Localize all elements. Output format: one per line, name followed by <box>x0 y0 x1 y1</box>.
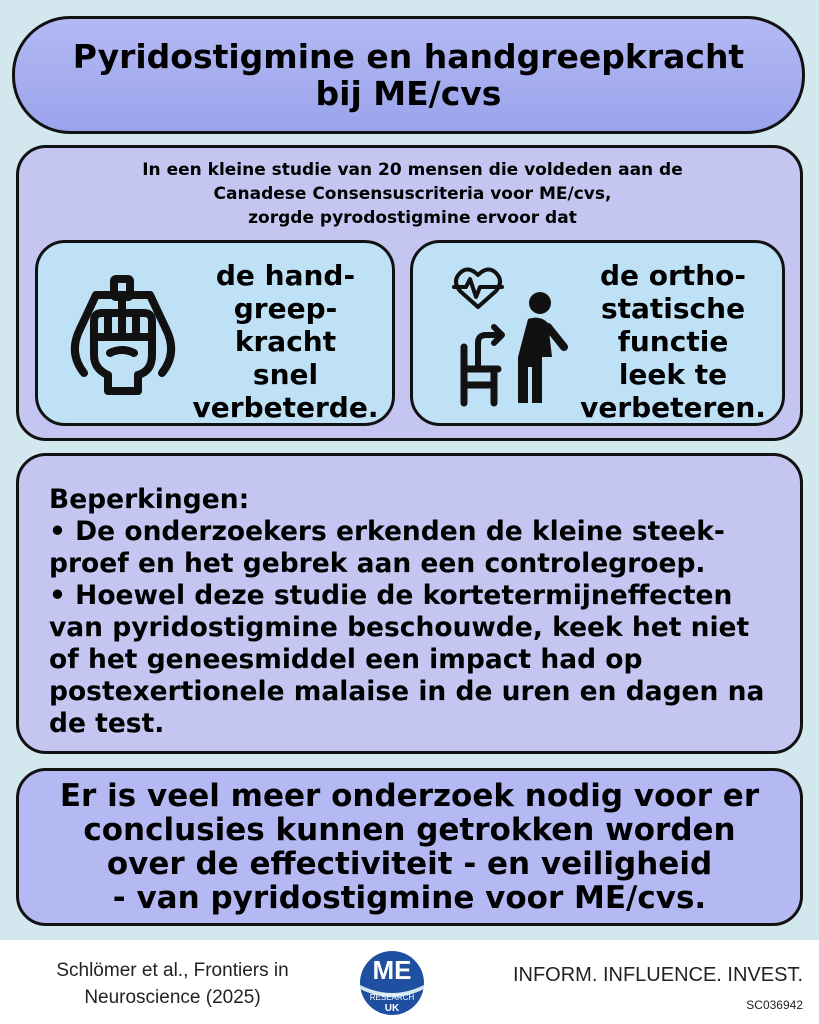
finding-grip-line: de hand- <box>215 259 356 292</box>
page-title <box>12 16 805 134</box>
logo-uk-text: UK <box>384 1003 400 1014</box>
finding-grip-line: snel <box>252 358 319 391</box>
citation <box>20 957 325 1011</box>
finding-grip-line: kracht <box>234 325 337 358</box>
citation-line-1: Schlömer et al., Frontiers in <box>56 960 289 981</box>
finding-orthostatic-line: leek te <box>618 358 728 391</box>
conclusion-line-4: - van pyridostigmine voor ME/cvs. <box>112 880 707 916</box>
logo-me-text: ME <box>372 955 412 985</box>
intro-line-3: zorgde pyrodostigmine ervoor dat <box>248 208 577 228</box>
conclusion-line-1: Er is veel meer onderzoek nodig voor er <box>59 778 760 814</box>
logo-research-text: RESEARCH <box>369 993 415 1002</box>
charity-number: SC036942 <box>746 998 803 1012</box>
finding-orthostatic-line: de ortho- <box>599 259 746 292</box>
limitation-bullet: • De onderzoekers erkenden de kleine steek-proef en het gebrek aan een controlegroep. <box>49 516 725 579</box>
intro-line-1: In een kleine studie van 20 mensen die voldeden aan de <box>142 160 683 180</box>
finding-orthostatic-text <box>573 259 773 424</box>
finding-card-orthostatic <box>410 240 785 426</box>
finding-grip-line: greep- <box>233 292 338 325</box>
tagline: INFORM. INFLUENCE. INVEST. <box>512 964 803 986</box>
title-line-1: Pyridostigmine en handgreepkracht <box>72 37 745 76</box>
conclusion-line-3: over de effectiviteit - en veiligheid <box>106 846 713 882</box>
study-panel <box>16 145 803 441</box>
fist-grip-icon <box>58 273 188 401</box>
orthostatic-icon <box>448 261 578 411</box>
intro-line-2: Canadese Consensuscriteria voor ME/cvs, <box>213 184 612 204</box>
limitation-bullet: • Hoewel deze studie de kortetermijneffecten van pyridostigmine beschouwde, keek het niet of het geneesmiddel een impact had op postexertionele malaise in de uren en dagen na de test. <box>49 580 765 739</box>
me-research-uk-logo <box>358 945 426 1021</box>
finding-orthostatic-line: verbeteren. <box>580 391 766 424</box>
finding-card-grip <box>35 240 395 426</box>
finding-grip-line: verbeterde. <box>192 391 379 424</box>
finding-grip-text <box>188 259 383 424</box>
finding-orthostatic-line: functie <box>617 325 729 358</box>
limitations-heading: Beperkingen: <box>49 484 250 515</box>
conclusion-line-2: conclusies kunnen getrokken worden <box>83 812 736 848</box>
limitations-text <box>49 484 784 740</box>
citation-line-2: Neuroscience (2025) <box>84 987 261 1008</box>
limitations-panel <box>16 453 803 754</box>
conclusion-panel <box>16 768 803 926</box>
finding-orthostatic-line: statische <box>600 292 746 325</box>
intro-text <box>39 158 786 230</box>
title-line-2: bij ME/cvs <box>315 74 502 113</box>
